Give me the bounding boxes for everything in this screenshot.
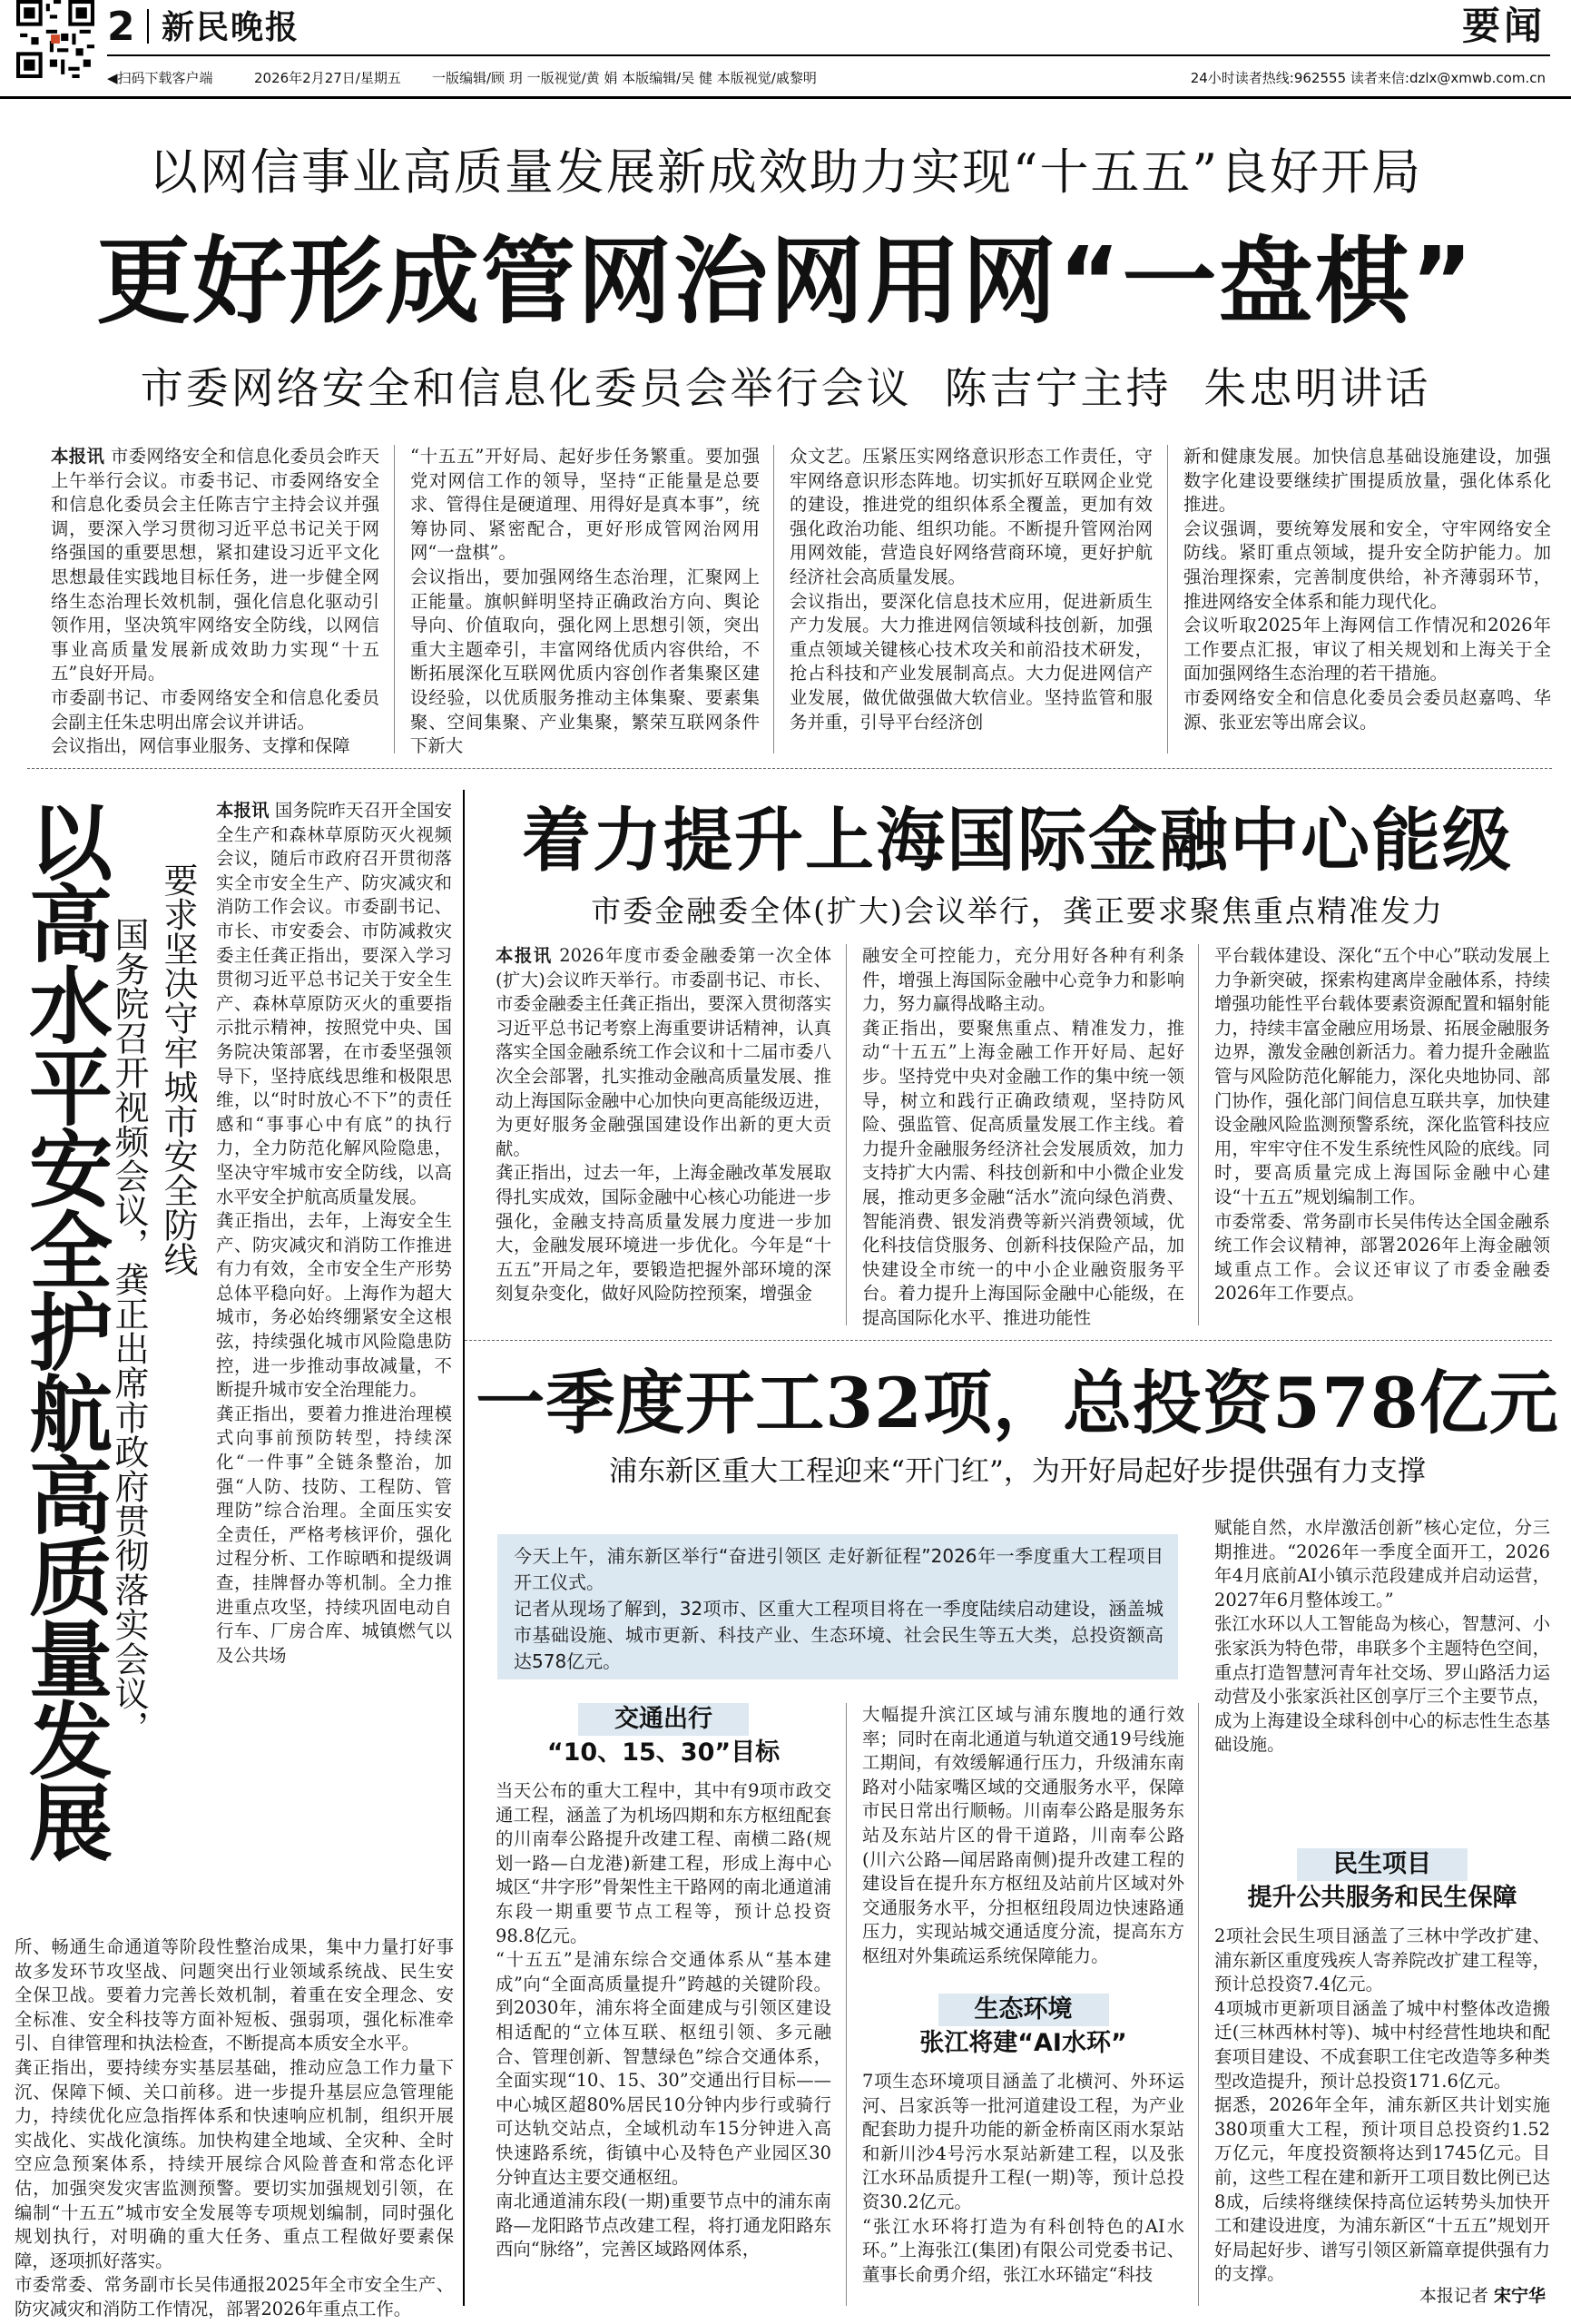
story1-column-3: 众文艺。压紧压实网络意识形态工作责任，守牢网络意识形态阵地。切实抓好互联网企业党的建设，推进党的组织体系全覆盖，更加有效强化政治功能、组织功能。不断提升管网治网用网效能，营造良好网络营商环境，更好护航经济社会高质量发展。 会议指出，要深化信息技术应用，促进新质生产力发展。大力推进网信领域科技创新，加强重点领域关键核心技术攻关和前沿技术研发，抢占科技和产业发展制高点。大力促进网信产业发展，做优做强做大软信业。坚持监管和服务并重，引导平台经济创 bbox=[790, 446, 1153, 733]
story2-subhead-2: 国务院召开视频会议，龚正出席市政府贯彻落实会议， bbox=[109, 917, 149, 1745]
page-number: 2 bbox=[107, 4, 135, 50]
story4-headline: 一季度开工32项，总投资578亿元 bbox=[476, 1363, 1559, 1443]
story4-section2-title: 张江将建“AI水环” bbox=[919, 2029, 1127, 2057]
story2-lead-label: 本报讯 bbox=[216, 800, 270, 821]
date-line: 2026年2月27日/星期五 bbox=[254, 70, 401, 86]
story4-column-2b: 7项生态环境项目涵盖了北横河、外环运河、吕家浜等一批河道建设工程，为产业配套助力提升功能的新金桥南区雨水泵站和新川沙4号污水泵站新建工程，以及张江水环品质提升工程(一期)等，预计总投资30.2亿元。 “张江水环将打造为有科创特色的AI水环。”上海张江(集团)有限公司党委书记、董事长俞勇介绍，张江水环锚定“科技 bbox=[862, 2071, 1184, 2285]
story4-column-3: 2项社会民生项目涵盖了三林中学改扩建、浦东新区重度残疾人寄养院改扩建工程等，预计总投资7.4亿元。 4项城市更新项目涵盖了城中村整体改造搬迁(三林西林村等)、城中村经营性地块和配套项目建设、不成套职工住宅改造等多种类型改造提升，预计总投资171.6亿元。 据悉，2026年全年，浦东新区共计划实施380项重大工程，预计项目总投资约1.52万亿元，年度投资额将达到1745亿元。目前，这些工程在建和新开工项目数比例已达8成，后续将继续保持高位运转势头加快开工和建设进度，为浦东新区“十五五”规划开好局起好步、谱写引领区新篇章提供强有力的支撑。 bbox=[1214, 1925, 1550, 2285]
editor-credits: 一版编辑/顾 玥 一版视觉/黄 娟 本版编辑/吴 健 本版视觉/戚黎明 bbox=[432, 70, 817, 86]
reader-hotline: 24小时读者热线:962555 读者来信:dzlx@xmwb.com.cn bbox=[1190, 70, 1546, 86]
story4-section3-header bbox=[1214, 1848, 1550, 1915]
section-label: 要闻 bbox=[1461, 4, 1546, 48]
byline-label: 本报记者 bbox=[1419, 2286, 1488, 2306]
qr-caption: ◀扫码下载客户端 bbox=[107, 70, 213, 86]
story4-subhead: 浦东新区重大工程迎来“开门红”，为开好局起好步提供强有力支撑 bbox=[609, 1455, 1426, 1488]
story2-subhead-1: 要求坚决守牢城市安全防线 bbox=[158, 862, 198, 1276]
story1-column-4: 新和健康发展。加快信息基础设施建设，加强数字化建设要继续扩围提质放量，强化体系化推进。 会议强调，要统筹发展和安全，守牢网络安全防线。紧盯重点领域，提升安全防护能力。加强治理探索，完善制度供给，补齐薄弱环节，推进网络安全体系和能力现代化。 会议听取2025年上海网信工作情况和2026年工作要点汇报，审议了相关规划和上海关于全面加强网络生态治理的若干措施。 市委网络安全和信息化委员会委员赵嘉鸣、华源、张亚宏等出席会议。 bbox=[1183, 446, 1551, 733]
story3-lead-label: 本报讯 bbox=[496, 945, 553, 966]
story2-column-wide: 所、畅通生命通道等阶段性整治成果，集中力量打好事故多发环节攻坚战、问题突出行业领域系统战、民生安全保卫战。要着力完善长效机制，着重在安全理念、安全标准、安全科技等方面补短板、强弱项，强化标准牵引、自律管理和执法检查，不断提高本质安全水平。 龚正指出，要持续夯实基层基础，推动应急工作力量下沉、保障下倾、关口前移。进一步提升基层应急管理能力，持续优化应急指挥体系和快速响应机制，组织开展实战化、实战化演练。加快构建全地域、全灾种、全时空应急预案体系，持续开展综合风险普查和常态化评估，加强突发灾害监测预警。要切实加强规划引领，在编制“十五五”城市安全发展等专项规划编制，同时强化规划执行，对明确的重大任务、重点工程做好要素保障，逐项抓好落实。 市委常委、常务副市长吴伟通报2025年全市安全生产、防灾减灾和消防工作情况，部署2026年重点工作。 bbox=[15, 1936, 454, 2319]
story1-headline: 更好形成管网治网用网“一盘棋” bbox=[96, 226, 1475, 337]
paper-name: 新民晚报 bbox=[162, 8, 300, 46]
story4-column-1: 当天公布的重大工程中，其中有9项市政交通工程，涵盖了为机场四期和东方枢纽配套的川南奉公路提升改建工程、南横二路(规划一路—白龙港)新建工程，形成上海中心城区“井字形”骨架性主干路网的南北通道浦东段一期重要节点工程等，预计总投资98.8亿元。 “十五五”是浦东综合交通体系从“基本建成”向“全面高质量提升”跨越的关键阶段。到2030年，浦东将全面建成与引领区建设相适配的“立体互联、枢纽引领、多元融合、管理创新、智慧绿色”综合交通体系，全面实现“10、15、30”交通出行目标——中心城区超80%居民10分钟内步行或骑行可达轨交站点，全域机动车15分钟进入高快速路系统，街镇中心及特色产业园区30分钟直达主要交通枢纽。 南北通道浦东段(一期)重要节点中的浦东南路—龙阳路节点改建工程，将打通龙阳路东西向“脉络”，完善区域路网体系， bbox=[496, 1780, 831, 2260]
story1-lead-label: 本报讯 bbox=[51, 446, 105, 467]
story1-column-1 bbox=[51, 445, 380, 757]
byline-name: 宋宁华 bbox=[1493, 2286, 1546, 2306]
qr-code[interactable] bbox=[16, 0, 94, 78]
story1-column-2: “十五五”开好局、起好步任务繁重。要加强党对网信工作的领导，坚持“正能量是总要求、管得住是硬道理、用得好是真本事”，统筹协同、紧密配合，更好形成管网治网用网“一盘棋”。 会议指出，要加强网络生态治理，汇聚网上正能量。旗帜鲜明坚持正确政治方向、舆论导向、价值取向，强化网上思想引领，突出重大主题牵引，丰富网络优质内容供给，不断拓展深化互联网优质内容创作者集聚区建设经验，以优质服务推动主体集聚、要素集聚、空间集聚、产业集聚，繁荣互联网条件下新大 bbox=[410, 446, 760, 757]
story4-section2-kicker: 生态环境 bbox=[938, 1994, 1109, 2026]
story3-column-2: 融安全可控能力，充分用好各种有利条件，增强上海国际金融中心竞争力和影响力，努力赢得战略主动。 龚正指出，要聚焦重点、精准发力，推动“十五五”上海金融工作开好局、起好步。坚持党中央对金融工作的集中统一领导，树立和践行正确政绩观，坚持防风险、强监管、促高质量发展工作主线。着力提升金融服务经济社会发展质效，加力支持扩大内需、科技创新和中小微企业发展，推动更多金融“活水”流向绿色消费、智能消费、银发消费等新兴消费领域，优化科技信贷服务、创新科技保险产品，加快建设全市统一的中小企业融资服务平台。着力提升上海国际金融中心能级，在提高国际化水平、推进功能性 bbox=[862, 945, 1184, 1328]
story3-subhead: 市委金融委全体(扩大)会议举行，龚正要求聚焦重点精准发力 bbox=[591, 893, 1444, 929]
story2-body-narrow: 国务院昨天召开全国安全生产和森林草原防灭火视频会议，随后市政府召开贯彻落实全市安全生产、防灾减灾和消防工作会议。市委副书记、市长、市安委会、市防减救灾委主任龚正指出，要深入学习贯彻习近平总书记关于安全生产、森林草原防灭火的重要指示批示精神，按照党中央、国务院决策部署，在市委坚强领导下，坚持底线思维和极限思维，以“时时放心不下”的责任感和“事事心中有底”的执行力，全力防范化解风险隐患，坚决守牢城市安全防线，以高水平安全护航高质量发展。 龚正指出，去年，上海安全生产、防灾减灾和消防工作推进有力有效，全市安全生产形势总体平稳向好。上海作为超大城市，务必始终绷紧安全这根弦，持续强化城市风险隐患防控，进一步推动事故减量，不断提升城市安全治理能力。 龚正指出，要着力推进治理模式向事前预防转型，持续深化“一件事”全链条整治，加强“人防、技防、工程防、管理防”综合治理。全面压实安全责任，严格考核评价，强化过程分析、工作晾晒和提级调查，挂牌督办等机制。全力推进重点攻坚，持续巩固电动自行车、厂房合库、城镇燃气以及公共场 bbox=[216, 800, 453, 1666]
story4-section3-title: 提升公共服务和民生保障 bbox=[1247, 1884, 1517, 1912]
story1-subhead: 市委网络安全和信息化委员会举行会议 陈吉宁主持 朱忠明讲话 bbox=[140, 364, 1431, 414]
story4-section2-header bbox=[862, 1994, 1184, 2061]
story3-body-1: 2026年度市委金融委第一次全体(扩大)会议昨天举行。市委副书记、市长、市委金融委主任龚正指出，要深入贯彻落实习近平总书记考察上海重要讲话精神，认真落实全国金融系统工作会议和十二届市委八次全会部署，扎实推动金融高质量发展、推动上海国际金融中心加快向更高能级迈进，为更好服务金融强国建设作出新的更大贡献。 龚正指出，过去一年，上海金融改革发展取得扎实成效，国际金融中心核心功能进一步强化，金融支持高质量发展力度进一步加大，金融发展环境进一步优化。今年是“十五五”开局之年，要锻造把握外部环境的深刻复杂变化，做好风险防控预案，增强金 bbox=[496, 945, 831, 1305]
story4-top-right: 赋能自然，水岸激活创新”核心定位，分三期推进。“2026年一季度全面开工，2026年4月底前AI小镇示范段建成并启动运营，2027年6月整体竣工。” 张江水环以人工智能岛为核心，智慧河、小张家浜为特色带，串联多个主题特色空间，重点打造智慧河青年社交场、罗山路活力运动营及小张家浜社区创享厅三个主要节点，成为上海建设全球科创中心的标志性生态基础设施。 bbox=[1214, 1517, 1550, 1756]
story4-section1-title: “10、15、30”目标 bbox=[546, 1738, 781, 1767]
story1-body-1: 市委网络安全和信息化委员会昨天上午举行会议。市委书记、市委网络安全和信息化委员会主任陈吉宁主持会议并强调，要深入学习贯彻习近平总书记关于网络强国的重要思想，紧扣建设习近平文化思想最佳实践地目标任务，进一步健全网络生态治理长效机制，强化信息化驱动引领作用，坚决筑牢网络安全防线，以网信事业高质量发展新成效助力实现“十五五”良好开局。 市委副书记、市委网络安全和信息化委员会副主任朱忠明出席会议并讲话。 会议指出，网信事业服务、支撑和保障 bbox=[51, 446, 380, 757]
story3-column-1 bbox=[496, 944, 831, 1325]
story4-section1-header bbox=[496, 1703, 831, 1770]
story4-byline bbox=[1419, 2284, 1546, 2308]
qr-code-icon bbox=[16, 0, 94, 78]
story3-column-3: 平台载体建设、深化“五个中心”联动发展上力争新突破，探索构建离岸金融体系，持续增强功能性平台载体要素资源配置和辐射能力，持续丰富金融应用场景、拓展金融服务边界，激发金融创新活力。着力提升金融监管与风险防范化解能力，深化央地协同、部门协作，强化部门间信息互联共享，加快建设金融风险监测预警系统，深化监管科技应用，牢牢守住不发生系统性风险的底线。同时，要高质量完成上海国际金融中心建设“十五五”规划编制工作。 市委常委、常务副市长吴伟传达全国金融系统工作会议精神，部署2026年上海金融领域重点工作。会议还审议了市委金融委2026年工作要点。 bbox=[1214, 945, 1550, 1305]
story4-section3-kicker: 民生项目 bbox=[1297, 1848, 1468, 1881]
story1-kicker: 以网信事业高质量发展新成效助力实现“十五五”良好开局 bbox=[148, 143, 1423, 201]
story4-column-2a: 大幅提升滨江区域与浦东腹地的通行效率；同时在南北通道与轨道交通19号线施工期间，有效缓解通行压力，升级浦东南路对小陆家嘴区域的交通服务水平，保障市民日常出行顺畅。川南奉公路是服务东站及东站片区的骨干道路，川南奉公路(川六公路—闻居路南侧)提升改建工程的建设旨在提升东方枢纽及站前片区域对外交通服务水平，分担枢纽段周边快速路通压力，实现站城交通适度分流，提高东方枢纽对外集疏运系统保障能力。 bbox=[862, 1704, 1184, 1966]
story4-section1-kicker: 交通出行 bbox=[578, 1703, 749, 1736]
story2-column-narrow bbox=[216, 799, 452, 1934]
story3-headline: 着力提升上海国际金融中心能级 bbox=[522, 800, 1513, 881]
story4-lead: 今天上午，浦东新区举行“奋进引领区 走好新征程”2026年一季度重大工程项目开工仪式。 记者从现场了解到，32项市、区重大工程项目将在一季度陆续启动建设，涵盖城市基础设施、城市更新、科技产业、生态环境、社会民生等五大类，总投资额高达578亿元。 bbox=[514, 1545, 1164, 1672]
story2-headline: 以高水平安全护航高质量发展 bbox=[15, 799, 113, 1861]
